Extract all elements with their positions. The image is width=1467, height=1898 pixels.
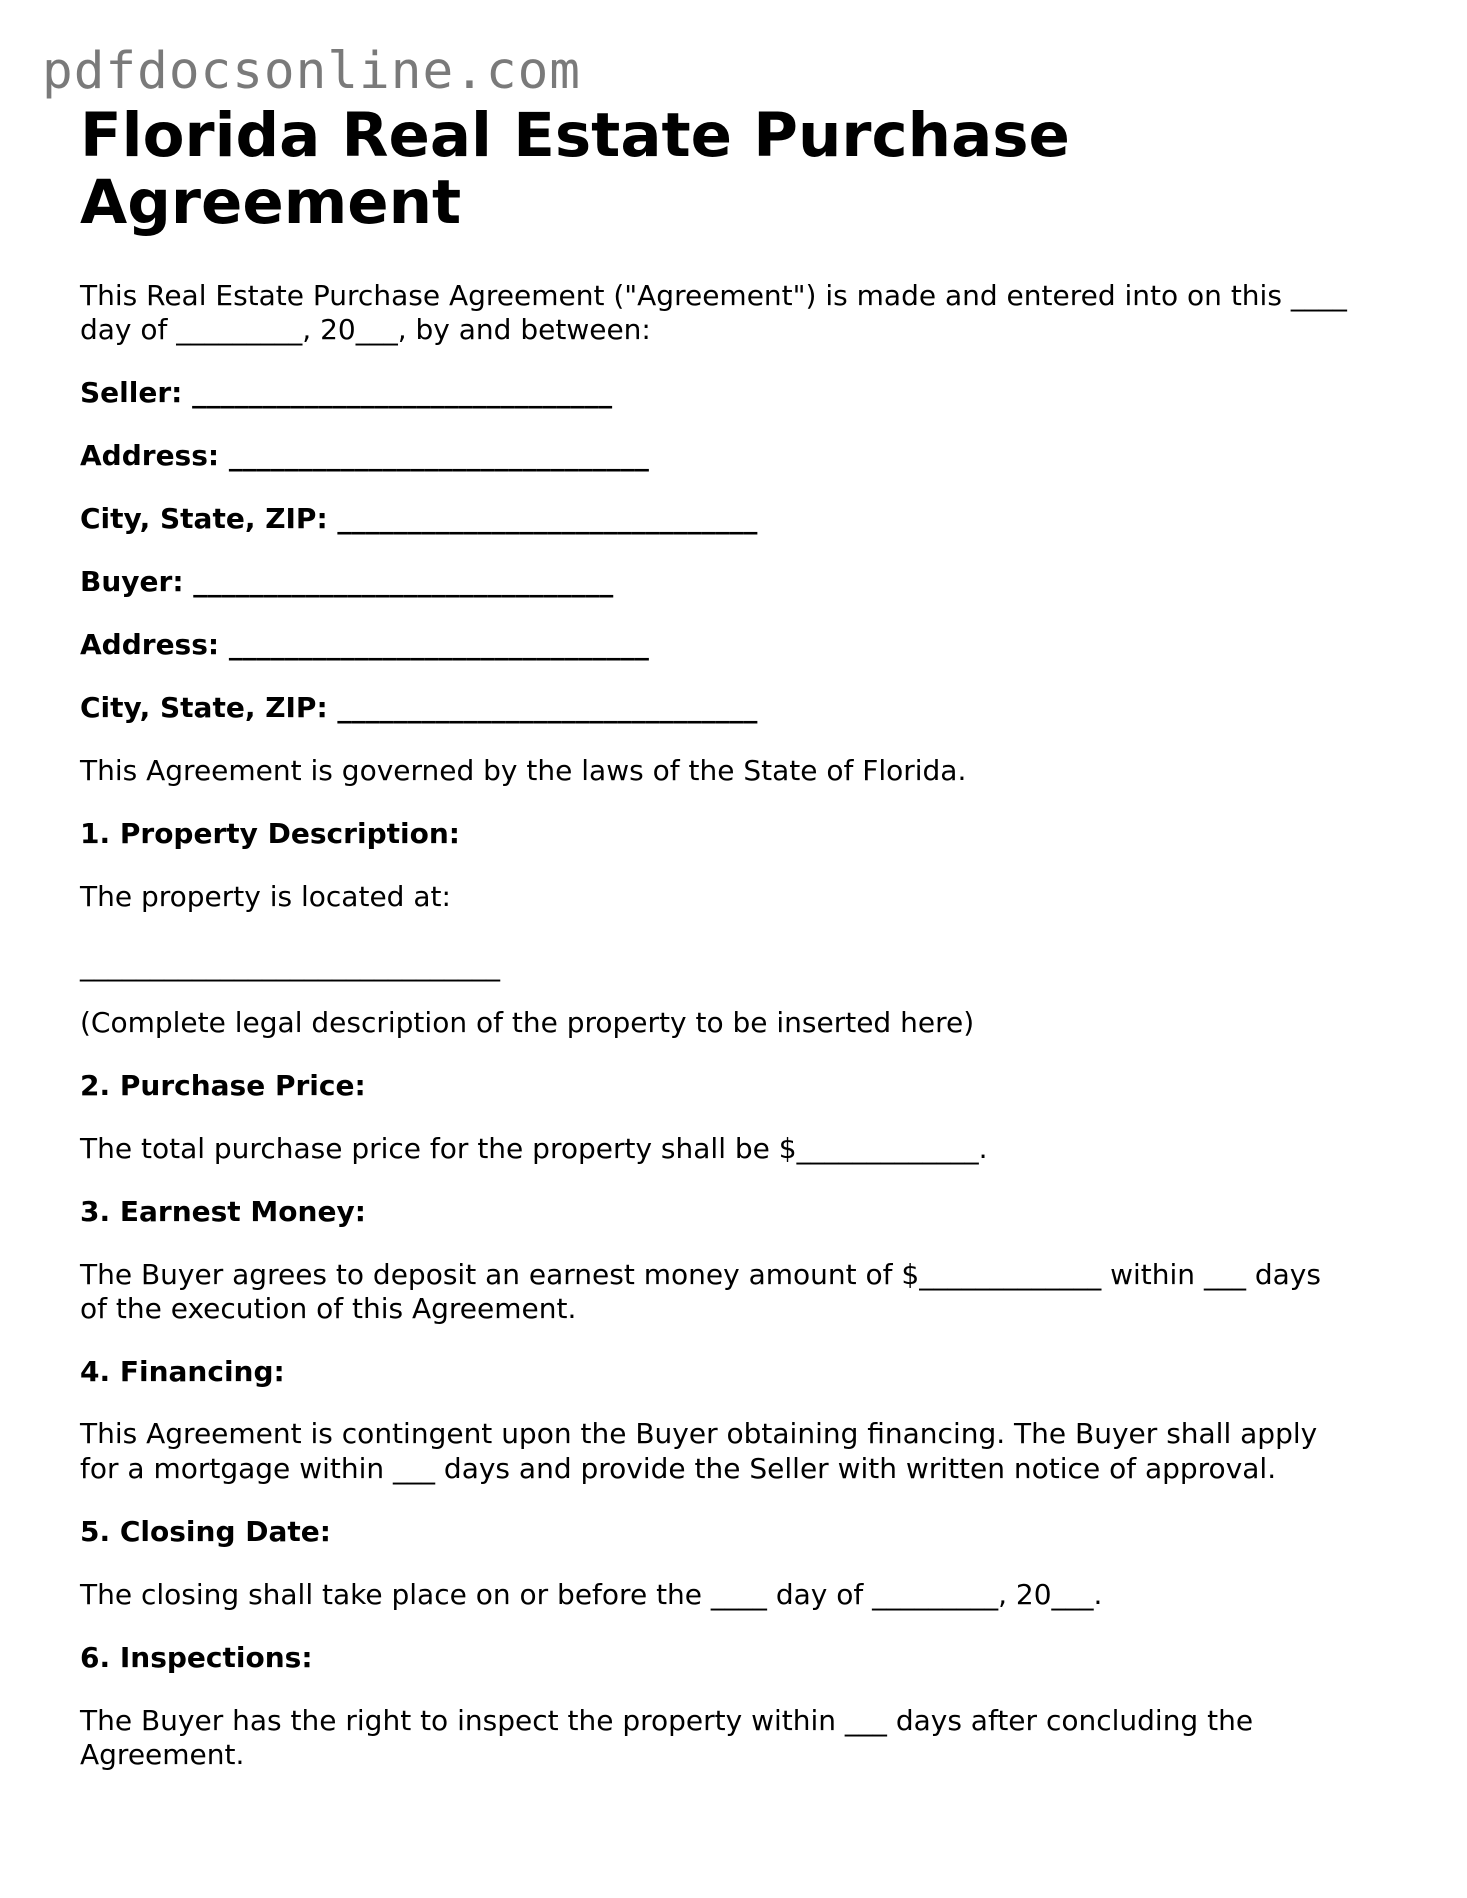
seller-field: Seller: ______________________________ xyxy=(80,376,613,409)
watermark: pdfdocsonline.com xyxy=(42,42,581,101)
page-title: Florida Real Estate Purchase Agreement xyxy=(80,100,1070,238)
property-location-blank: ______________________________ xyxy=(80,949,500,982)
property-description-note: (Complete legal description of the property to be inserted here) xyxy=(80,1006,975,1039)
earnest-money-line-1: The Buyer agrees to deposit an earnest money amount of $_____________ within ___ days xyxy=(80,1258,1321,1291)
purchase-price-text: The total purchase price for the property shall be $_____________. xyxy=(80,1132,988,1165)
section-5-heading: 5. Closing Date: xyxy=(80,1515,331,1548)
buyer-field: Buyer: ______________________________ xyxy=(80,565,614,598)
seller-address-field: Address: ______________________________ xyxy=(80,439,649,472)
closing-date-text: The closing shall take place on or before the ____ day of _________, 20___. xyxy=(80,1578,1103,1611)
section-2-heading: 2. Purchase Price: xyxy=(80,1069,366,1102)
buyer-address-field: Address: ______________________________ xyxy=(80,628,649,661)
financing-line-2: for a mortgage within ___ days and provide the Seller with written notice of approval. xyxy=(80,1452,1277,1485)
inspections-line-1: The Buyer has the right to inspect the property within ___ days after concluding the xyxy=(80,1704,1254,1737)
governing-law: This Agreement is governed by the laws of the State of Florida. xyxy=(80,754,967,787)
property-location-text: The property is located at: xyxy=(80,880,451,913)
intro-line-2: day of _________, 20___, by and between: xyxy=(80,313,651,346)
intro-line-1: This Real Estate Purchase Agreement ("Agreement") is made and entered into on this ____ xyxy=(80,279,1347,312)
section-3-heading: 3. Earnest Money: xyxy=(80,1195,366,1228)
buyer-city-state-zip-field: City, State, ZIP: ______________________________ xyxy=(80,691,758,724)
section-4-heading: 4. Financing: xyxy=(80,1355,285,1388)
financing-line-1: This Agreement is contingent upon the Buyer obtaining financing. The Buyer shall apply xyxy=(80,1417,1318,1450)
earnest-money-line-2: of the execution of this Agreement. xyxy=(80,1292,577,1325)
seller-city-state-zip-field: City, State, ZIP: ______________________________ xyxy=(80,502,758,535)
inspections-line-2: Agreement. xyxy=(80,1738,245,1771)
section-1-heading: 1. Property Description: xyxy=(80,817,460,850)
section-6-heading: 6. Inspections: xyxy=(80,1641,313,1674)
